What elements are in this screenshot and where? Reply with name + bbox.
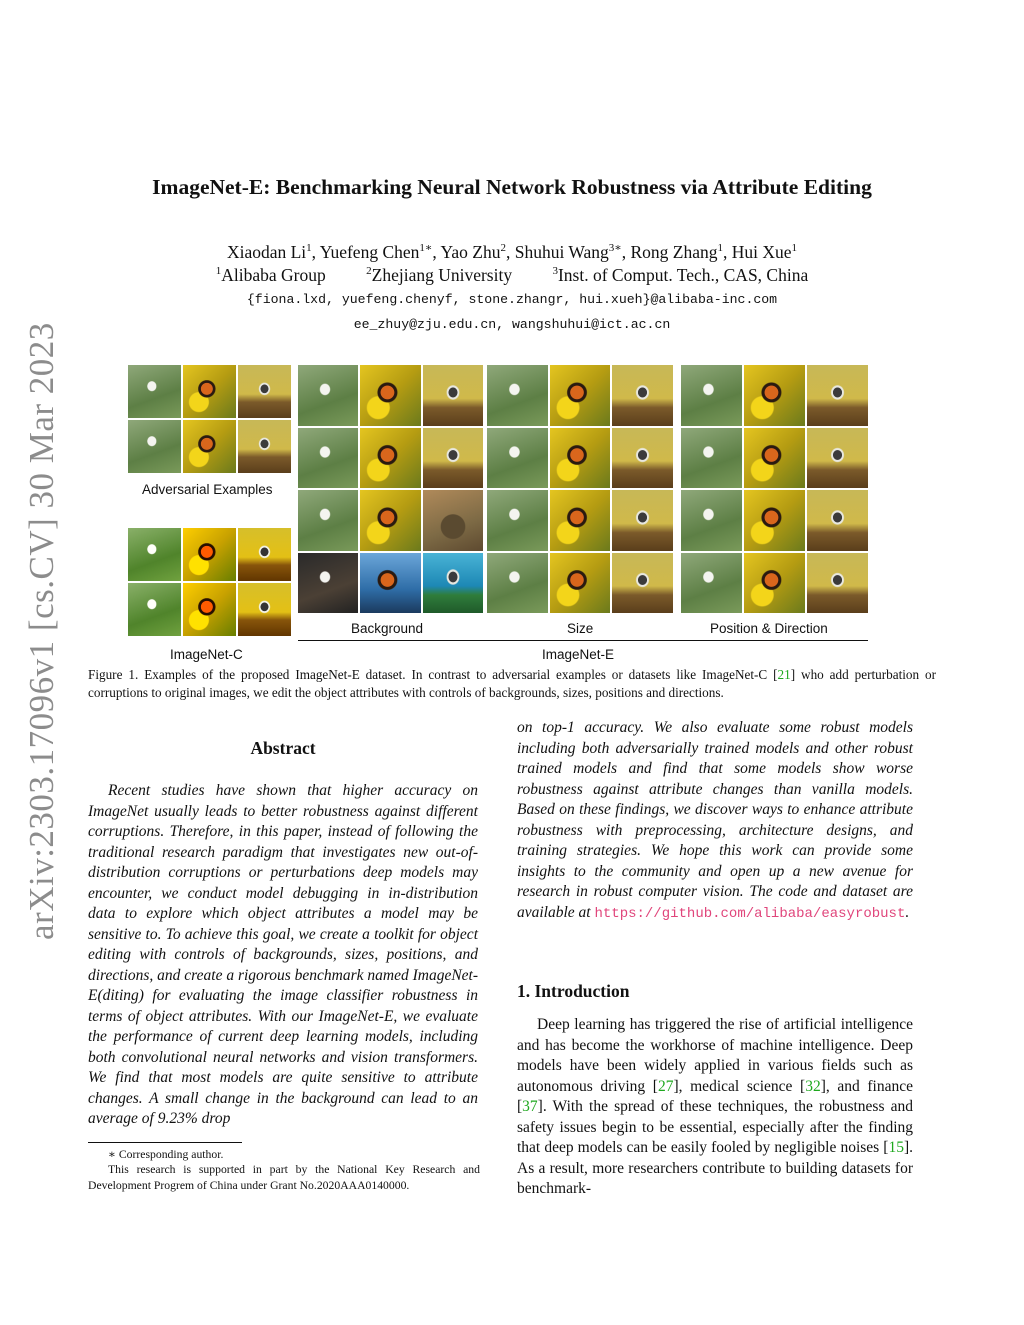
intro-text: ]. As a result, more researchers contribute to building datasets for benchmark- — [517, 1139, 913, 1197]
butterfly-image — [183, 528, 236, 581]
author-name: Rong Zhang — [630, 242, 718, 262]
butterfly-image — [550, 553, 611, 614]
citation-link[interactable]: 37 — [522, 1098, 538, 1115]
egret-image — [298, 490, 358, 551]
butterfly-image — [360, 553, 420, 614]
size-label: Size — [567, 621, 594, 636]
abstract-body: Recent studies have shown that higher accuracy on ImageNet usually leads to better robustness against different corruptions. Therefore, in this paper, instead of following the traditional research paradigm that investigates new out-of-distribution corruptions or perturbations deep models may encounter, we conduct model debugging in in-distribution data to explore which object attributes a model may be sensitive to. To achieve this goal, we create a toolkit for object editing with controls of backgrounds, sizes, positions, and directions, and create a rigorous benchmark named ImageNet-E(diting) for evaluating the image classifier robustness in terms of object attributes. With our ImageNet-E, we evaluate the performance of current deep learning models, including both convolutional neural networks and vision transformers. We find that most models are quite sensitive to attribute changes. A small change in the background can lead to an average of 9.23% drop — [88, 782, 479, 1127]
intro-text: Deep learning has triggered the rise of artificial intelligence and has become the workhorse of machine intelligence. Deep models have been widely applied in various fields such as autonomous driving [ — [517, 1016, 913, 1095]
butterfly-image — [550, 428, 611, 489]
background-label: Background — [351, 621, 424, 636]
author-sup: 2 — [500, 242, 506, 255]
abstract-continued — [517, 718, 913, 924]
butterfly-image — [744, 428, 805, 489]
caption-text: Examples of the proposed ImageNet-E dataset. In contrast to adversarial examples or datasets like ImageNet-C [ — [144, 667, 778, 682]
caption-prefix: Figure 1. — [88, 667, 139, 682]
position-direction-label: Position & Direction — [710, 621, 828, 636]
egret-image — [681, 428, 742, 489]
butterfly-image — [744, 365, 805, 426]
citation-link[interactable]: 15 — [888, 1139, 904, 1156]
butterfly-image — [744, 553, 805, 614]
position-direction-edit-grid — [681, 365, 868, 613]
footnote-corresponding: ∗ Corresponding author. — [108, 1148, 224, 1161]
introduction-body — [517, 1015, 913, 1200]
code-link[interactable]: https://github.com/alibaba/easyrobust — [594, 905, 906, 922]
citation-link[interactable]: 21 — [777, 667, 791, 682]
bird-image — [807, 553, 868, 614]
affiliation-sup: 1 — [215, 265, 222, 278]
butterfly-image — [183, 365, 236, 418]
abstract-heading: Abstract — [250, 738, 316, 758]
abstract-end: . — [905, 903, 910, 921]
affiliation-name: Inst. of Comput. Tech., CAS, China — [557, 265, 809, 285]
egret-image — [487, 428, 548, 489]
imagenet-e-rule — [298, 640, 868, 641]
abstract-continued-text: on top-1 accuracy. We also evaluate some robust models including both adversarially trained models and other robust trained models and find that some models show worse robustness against attribute changes than vanilla models. Based on these findings, we discover ways to enhance attribute robustness with preprocessing, architecture designs, and training strategies. We hope this work can provide some insights to the community and open up a new avenue for research in robust computer vision. The code and dataset are available at — [517, 719, 913, 921]
bird-image — [612, 490, 673, 551]
adversarial-examples-label: Adversarial Examples — [142, 482, 273, 497]
butterfly-image — [550, 490, 611, 551]
paper-title: ImageNet-E: Benchmarking Neural Network Robustness via Attribute Editing — [152, 175, 872, 199]
butterfly-image — [183, 583, 236, 636]
author-sup: 1 — [717, 242, 724, 255]
butterfly-image — [744, 490, 805, 551]
butterfly-image — [360, 428, 420, 489]
author-sup: 1 — [306, 242, 312, 255]
affiliation-sup: 2 — [366, 265, 372, 278]
author-name: Shuhui Wang — [514, 242, 609, 262]
arxiv-side-stamp: arXiv:2303.17096v1 [cs.CV] 30 Mar 2023 — [22, 322, 61, 940]
bird-image — [612, 428, 673, 489]
affiliation-sup: 3 — [552, 265, 558, 278]
affiliation-list — [0, 265, 1024, 286]
email-line: {fiona.lxd, yuefeng.chenyf, stone.zhangr, hui.xueh}@alibaba-inc.com — [246, 292, 778, 307]
figure-1 — [128, 365, 868, 665]
size-edit-grid — [487, 365, 673, 613]
bird-image — [807, 365, 868, 426]
affiliation-name: Alibaba Group — [221, 265, 326, 285]
egret-image — [487, 365, 548, 426]
author-name: Yao Zhu — [440, 242, 501, 262]
author-list: Xiaodan Li$^1$, Yuefeng Chen$^{1∗}$, Yao Zhu$^2$, Shuhui Wang$^{3∗}$, Rong Zhang$^1$, Hui Xue$^1$ — [226, 242, 798, 262]
citation-link[interactable]: 27 — [657, 1077, 674, 1095]
bird-image — [807, 428, 868, 489]
author-sup: 1 — [791, 242, 798, 255]
egret-image — [681, 490, 742, 551]
adversarial-examples-grid — [128, 365, 291, 473]
background-edit-grid — [298, 365, 483, 613]
bird-image — [423, 553, 483, 614]
imagenet-e-label: ImageNet-E — [542, 647, 615, 662]
egret-image — [128, 365, 181, 418]
bird-image — [238, 420, 291, 473]
email-line: ee_zhuy@zju.edu.cn, wangshuhui@ict.ac.cn — [353, 317, 671, 332]
footnote-rule — [88, 1142, 242, 1143]
imagenet-c-grid — [128, 528, 291, 636]
egret-image — [487, 553, 548, 614]
butterfly-image — [183, 420, 236, 473]
butterfly-image — [360, 365, 420, 426]
egret-image — [487, 490, 548, 551]
citation-link[interactable]: 32 — [805, 1077, 821, 1095]
author-name: Yuefeng Chen — [319, 242, 420, 262]
egret-image — [298, 553, 358, 614]
egret-image — [128, 420, 181, 473]
bird-image — [238, 365, 291, 418]
bird-image — [423, 490, 483, 551]
author-name: Hui Xue — [731, 242, 792, 262]
egret-image — [128, 583, 181, 636]
imagenet-c-label: ImageNet-C — [170, 647, 243, 662]
bird-image — [238, 583, 291, 636]
bird-image — [612, 553, 673, 614]
intro-text: ], and finance [ — [517, 1077, 913, 1115]
intro-text: ], medical science [ — [673, 1077, 806, 1095]
author-sup: 1∗ — [419, 242, 433, 255]
egret-image — [128, 528, 181, 581]
egret-image — [681, 553, 742, 614]
bird-image — [238, 528, 291, 581]
intro-text: ]. With the spread of these techniques, the robustness and safety issues begin to be essential, especially after the finding that deep models can be easily fooled by negligible noises [ — [517, 1098, 913, 1156]
affiliation-name: Zhejiang University — [371, 265, 513, 285]
author-sup: 3∗ — [608, 242, 622, 255]
bird-image — [612, 365, 673, 426]
caption-text: ] who add perturbation or corruptions to original images, we edit the object attributes with controls of backgrounds, sizes, positions and directions. — [88, 667, 937, 700]
bird-image — [423, 428, 483, 489]
egret-image — [298, 365, 358, 426]
figure-caption — [88, 666, 936, 702]
bird-image — [423, 365, 483, 426]
footnote-support: This research is supported in part by the National Key Research and Development Progrem of China under Grant No.2020AAA0140000. — [88, 1163, 480, 1192]
butterfly-image — [360, 490, 420, 551]
butterfly-image — [550, 365, 611, 426]
author-name: Xiaodan Li — [226, 242, 307, 262]
introduction-heading: 1. Introduction — [517, 981, 630, 1001]
egret-image — [298, 428, 358, 489]
bird-image — [807, 490, 868, 551]
egret-image — [681, 365, 742, 426]
